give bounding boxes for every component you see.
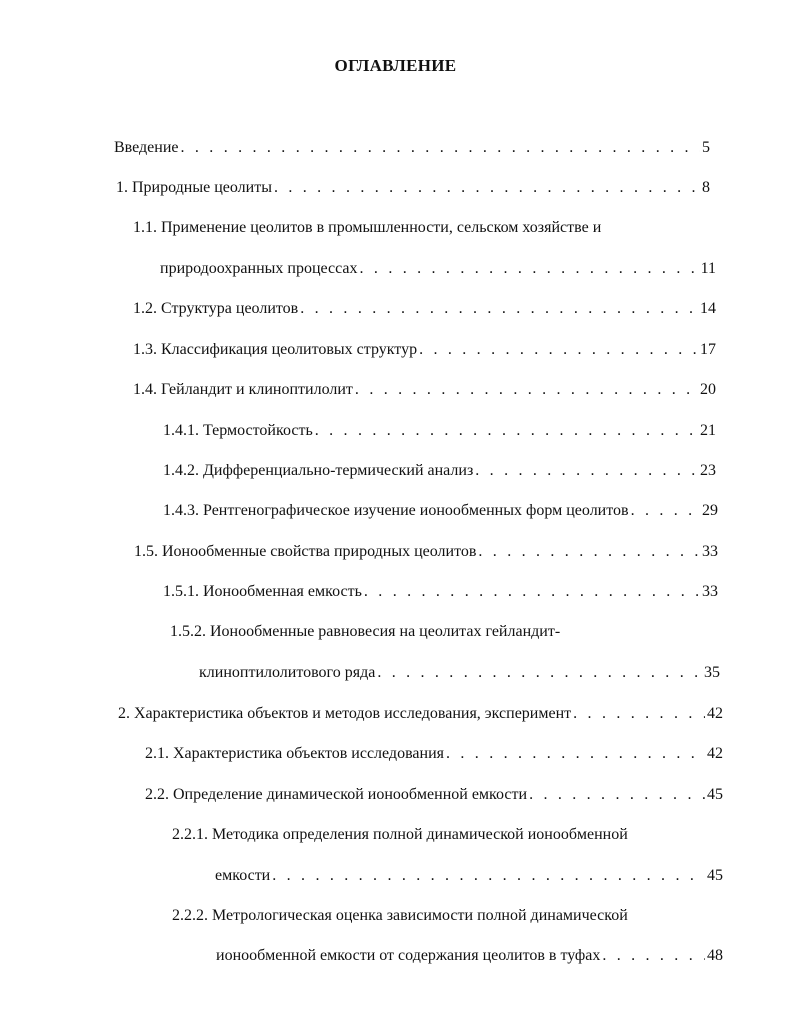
toc-entry[interactable] (199, 663, 720, 683)
toc-entry-text: 2.2. Определение динамической ионообменной емкости (145, 786, 528, 803)
page-title: ОГЛАВЛЕНИЕ (334, 56, 457, 75)
toc-entry-text: 2.1. Характеристика объектов исследования (145, 745, 444, 762)
toc-page-number: 29 (702, 502, 718, 519)
toc-entry[interactable] (215, 866, 723, 886)
toc-entry[interactable] (163, 421, 716, 441)
toc-entry-text[interactable]: 1.1. Применение цеолитов в промышленности, сельском хозяйстве и (133, 219, 602, 236)
toc-entry-text[interactable]: 2.2.1. Методика определения полной динамической ионообменной (172, 826, 628, 843)
toc-entry[interactable] (145, 785, 723, 805)
toc-entry-text: 1.5.1. Ионообменная емкость (163, 583, 362, 600)
toc-entry[interactable] (163, 501, 718, 521)
toc-entry-text: 1.4.3. Рентгенографическое изучение ионообменных форм цеолитов (163, 502, 629, 519)
toc-page-number: 48 (707, 947, 723, 964)
toc-page-number: 17 (700, 341, 716, 358)
toc-entry-text: 2. Характеристика объектов и методов исследования, эксперимент (118, 705, 572, 722)
toc-entry[interactable] (118, 704, 723, 724)
leader-dots (315, 421, 698, 441)
toc-page-number: 8 (702, 179, 710, 196)
toc-entry[interactable] (145, 744, 723, 764)
toc-entry-text[interactable]: 1.5.2. Ионообменные равновесия на цеолитах гейландит- (170, 623, 561, 640)
leader-dots (419, 340, 698, 360)
toc-entry-text: 1.3. Классификация цеолитовых структур (133, 341, 418, 358)
toc-page-number: 21 (700, 422, 716, 439)
toc-page-number: 33 (702, 583, 718, 600)
toc-page-number: 42 (707, 705, 723, 722)
toc-entry-text: 1.2. Структура цеолитов (133, 300, 299, 317)
toc-page-number: 45 (707, 867, 723, 884)
toc-entry[interactable] (116, 178, 710, 198)
toc-page-number: 11 (700, 260, 716, 277)
toc-entry[interactable] (133, 299, 716, 319)
toc-entry-continuation: емкости (215, 867, 271, 884)
leader-dots (355, 380, 698, 400)
toc-page-number: 23 (700, 462, 716, 479)
leader-dots (360, 259, 699, 279)
toc-entry[interactable] (114, 138, 710, 158)
leader-dots (364, 582, 700, 602)
leader-dots (300, 299, 698, 319)
leader-dots (475, 461, 698, 481)
toc-entry[interactable] (133, 380, 716, 400)
leader-dots (478, 542, 700, 562)
toc-page-number: 5 (702, 139, 710, 156)
toc-entry[interactable] (160, 259, 716, 279)
toc-page-number: 20 (700, 381, 716, 398)
toc-entry-continuation: клиноптилолитового ряда (199, 664, 376, 681)
toc-entry-text[interactable]: 2.2.2. Метрологическая оценка зависимости полной динамической (172, 907, 628, 924)
toc-entry-text: 1. Природные цеолиты (116, 179, 272, 196)
toc-entry-text: Введение (114, 139, 179, 156)
toc-entry-text: 1.4.1. Термостойкость (163, 422, 313, 439)
leader-dots (529, 785, 705, 805)
toc-page-number: 35 (704, 664, 720, 681)
toc-entry[interactable] (216, 946, 723, 966)
toc-page-number: 33 (702, 543, 718, 560)
leader-dots (631, 501, 700, 521)
toc-entry-continuation: природоохранных процессах (160, 260, 358, 277)
toc-page-number: 14 (700, 300, 716, 317)
leader-dots (377, 663, 702, 683)
toc-entry[interactable] (134, 542, 718, 562)
leader-dots (602, 946, 705, 966)
toc-page-number: 45 (707, 786, 723, 803)
toc-entry[interactable] (163, 461, 716, 481)
leader-dots (446, 744, 705, 764)
toc-page-number: 42 (707, 745, 723, 762)
toc-entry-text: 1.4. Гейландит и клиноптилолит (133, 381, 353, 398)
toc-entry-continuation: ионообменной емкости от содержания цеолитов в туфах (216, 947, 601, 964)
toc-entry-text: 1.4.2. Дифференциально-термический анализ (163, 462, 474, 479)
leader-dots (274, 178, 700, 198)
toc-entry[interactable] (133, 340, 716, 360)
toc-entry[interactable] (163, 582, 718, 602)
toc-entry-text: 1.5. Ионообменные свойства природных цеолитов (134, 543, 477, 560)
leader-dots (573, 704, 705, 724)
leader-dots (181, 138, 701, 158)
leader-dots (272, 866, 705, 886)
